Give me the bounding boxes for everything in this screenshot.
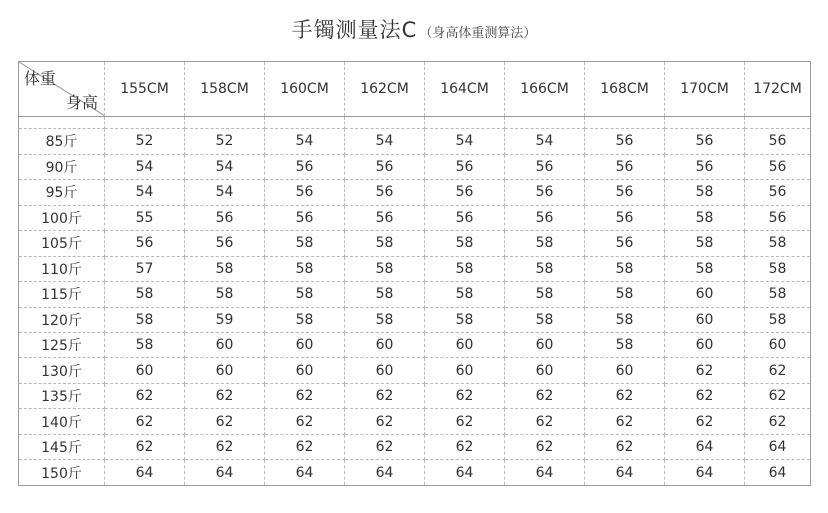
size-cell: 58 [345, 231, 425, 256]
table-row [19, 358, 811, 383]
size-cell: 62 [425, 434, 505, 459]
page-title [0, 14, 828, 44]
column-header-height: 158CM [185, 62, 265, 117]
size-cell: 54 [505, 129, 585, 154]
size-cell: 64 [665, 434, 745, 459]
row-header-weight: 145斤 [19, 434, 105, 459]
table-row [19, 332, 811, 357]
size-cell: 58 [345, 256, 425, 281]
table-row [19, 460, 811, 486]
size-cell: 60 [185, 358, 265, 383]
row-header-weight: 140斤 [19, 409, 105, 434]
size-cell: 60 [425, 332, 505, 357]
size-cell: 58 [345, 307, 425, 332]
size-cell: 54 [105, 180, 185, 205]
size-cell: 62 [505, 409, 585, 434]
corner-label-weight: 体重 [24, 69, 57, 88]
size-cell: 58 [665, 256, 745, 281]
size-cell: 62 [505, 383, 585, 408]
size-cell: 52 [185, 129, 265, 154]
size-cell: 56 [745, 205, 811, 230]
row-header-weight: 125斤 [19, 332, 105, 357]
row-header-weight: 110斤 [19, 256, 105, 281]
size-cell: 56 [185, 231, 265, 256]
column-header-height: 155CM [105, 62, 185, 117]
size-cell: 60 [665, 307, 745, 332]
size-cell: 62 [345, 434, 425, 459]
size-cell: 60 [345, 358, 425, 383]
bracelet-size-table [18, 61, 811, 486]
size-cell: 60 [505, 332, 585, 357]
size-cell: 62 [265, 383, 345, 408]
size-cell: 56 [745, 180, 811, 205]
size-cell: 54 [345, 129, 425, 154]
row-header-weight: 115斤 [19, 282, 105, 307]
size-cell: 56 [265, 180, 345, 205]
size-cell: 64 [345, 460, 425, 486]
header-row [19, 62, 811, 117]
size-cell: 58 [745, 282, 811, 307]
corner-label-height: 身高 [65, 93, 98, 112]
table-row [19, 383, 811, 408]
size-cell: 60 [585, 358, 665, 383]
size-cell: 58 [425, 282, 505, 307]
spacer-row [19, 117, 811, 129]
size-cell: 58 [105, 307, 185, 332]
size-cell: 62 [425, 409, 505, 434]
size-cell: 58 [665, 205, 745, 230]
corner-header-cell [19, 62, 105, 117]
size-cell: 56 [585, 180, 665, 205]
size-cell: 58 [585, 256, 665, 281]
size-cell: 58 [745, 256, 811, 281]
size-cell: 64 [665, 460, 745, 486]
size-cell: 55 [105, 205, 185, 230]
table-row [19, 256, 811, 281]
size-cell: 60 [425, 358, 505, 383]
size-cell: 56 [345, 180, 425, 205]
size-cell: 54 [425, 129, 505, 154]
size-cell: 62 [105, 383, 185, 408]
table-row [19, 205, 811, 230]
size-cell: 56 [505, 205, 585, 230]
size-cell: 64 [425, 460, 505, 486]
row-header-weight: 130斤 [19, 358, 105, 383]
size-cell: 58 [265, 307, 345, 332]
size-cell: 56 [585, 154, 665, 179]
size-cell: 54 [265, 129, 345, 154]
size-cell: 58 [585, 332, 665, 357]
size-cell: 60 [345, 332, 425, 357]
size-cell: 58 [585, 282, 665, 307]
size-cell: 56 [745, 154, 811, 179]
row-header-weight: 150斤 [19, 460, 105, 486]
size-cell: 62 [665, 358, 745, 383]
size-cell: 64 [585, 460, 665, 486]
size-cell: 58 [505, 231, 585, 256]
size-cell: 58 [665, 231, 745, 256]
table-row [19, 434, 811, 459]
size-cell: 62 [185, 383, 265, 408]
size-cell: 62 [745, 358, 811, 383]
size-cell: 64 [505, 460, 585, 486]
table-row [19, 282, 811, 307]
size-cell: 58 [505, 282, 585, 307]
size-cell: 58 [185, 282, 265, 307]
table-row [19, 409, 811, 434]
size-cell: 56 [425, 154, 505, 179]
size-cell: 62 [505, 434, 585, 459]
size-cell: 62 [745, 409, 811, 434]
table-row [19, 154, 811, 179]
size-cell: 62 [665, 409, 745, 434]
size-cell: 60 [505, 358, 585, 383]
column-header-height: 172CM [745, 62, 811, 117]
size-cell: 56 [425, 180, 505, 205]
size-cell: 62 [265, 409, 345, 434]
size-cell: 54 [105, 154, 185, 179]
size-cell: 60 [665, 332, 745, 357]
table-row [19, 129, 811, 154]
size-cell: 56 [745, 129, 811, 154]
size-cell: 58 [105, 282, 185, 307]
size-cell: 58 [505, 307, 585, 332]
row-header-weight: 120斤 [19, 307, 105, 332]
size-cell: 58 [505, 256, 585, 281]
size-cell: 57 [105, 256, 185, 281]
size-cell: 52 [105, 129, 185, 154]
row-header-weight: 105斤 [19, 231, 105, 256]
size-cell: 58 [745, 231, 811, 256]
size-cell: 58 [745, 307, 811, 332]
row-header-weight: 90斤 [19, 154, 105, 179]
column-header-height: 162CM [345, 62, 425, 117]
size-cell: 62 [345, 383, 425, 408]
size-cell: 64 [745, 460, 811, 486]
size-cell: 58 [425, 256, 505, 281]
row-header-weight: 135斤 [19, 383, 105, 408]
size-cell: 56 [265, 154, 345, 179]
size-cell: 56 [345, 154, 425, 179]
size-cell: 62 [585, 383, 665, 408]
size-cell: 62 [265, 434, 345, 459]
size-cell: 56 [505, 180, 585, 205]
size-cell: 54 [185, 180, 265, 205]
size-cell: 60 [265, 332, 345, 357]
size-cell: 62 [345, 409, 425, 434]
size-cell: 62 [425, 383, 505, 408]
size-cell: 62 [665, 383, 745, 408]
size-cell: 58 [185, 256, 265, 281]
column-header-height: 160CM [265, 62, 345, 117]
title-subtitle: （身高体重测算法） [419, 26, 537, 41]
size-cell: 58 [265, 256, 345, 281]
size-cell: 62 [745, 383, 811, 408]
size-cell: 60 [265, 358, 345, 383]
size-cell: 58 [345, 282, 425, 307]
size-cell: 56 [585, 129, 665, 154]
table-row [19, 180, 811, 205]
size-cell: 58 [265, 231, 345, 256]
title-main: 手镯测量法C [291, 18, 418, 42]
size-cell: 58 [585, 307, 665, 332]
size-cell: 56 [585, 231, 665, 256]
size-cell: 64 [105, 460, 185, 486]
size-cell: 58 [425, 307, 505, 332]
size-cell: 62 [185, 409, 265, 434]
column-header-height: 166CM [505, 62, 585, 117]
size-cell: 56 [505, 154, 585, 179]
size-cell: 56 [585, 205, 665, 230]
table-row [19, 307, 811, 332]
size-cell: 62 [185, 434, 265, 459]
size-cell: 56 [345, 205, 425, 230]
size-cell: 62 [105, 434, 185, 459]
row-header-weight: 100斤 [19, 205, 105, 230]
size-cell: 60 [665, 282, 745, 307]
column-header-height: 170CM [665, 62, 745, 117]
size-cell: 60 [745, 332, 811, 357]
size-cell: 59 [185, 307, 265, 332]
size-cell: 58 [265, 282, 345, 307]
size-cell: 60 [185, 332, 265, 357]
size-cell: 58 [665, 180, 745, 205]
size-cell: 56 [185, 205, 265, 230]
row-header-weight: 85斤 [19, 129, 105, 154]
size-cell: 58 [425, 231, 505, 256]
column-header-height: 168CM [585, 62, 665, 117]
size-cell: 64 [745, 434, 811, 459]
size-cell: 64 [185, 460, 265, 486]
size-cell: 62 [585, 434, 665, 459]
size-cell: 54 [185, 154, 265, 179]
size-cell: 58 [105, 332, 185, 357]
table-body [19, 117, 811, 486]
column-header-height: 164CM [425, 62, 505, 117]
size-cell: 56 [665, 154, 745, 179]
size-cell: 62 [105, 409, 185, 434]
size-cell: 56 [425, 205, 505, 230]
size-cell: 56 [265, 205, 345, 230]
row-header-weight: 95斤 [19, 180, 105, 205]
table-row [19, 231, 811, 256]
size-cell: 56 [665, 129, 745, 154]
size-cell: 64 [265, 460, 345, 486]
size-cell: 56 [105, 231, 185, 256]
size-cell: 62 [585, 409, 665, 434]
size-cell: 60 [105, 358, 185, 383]
